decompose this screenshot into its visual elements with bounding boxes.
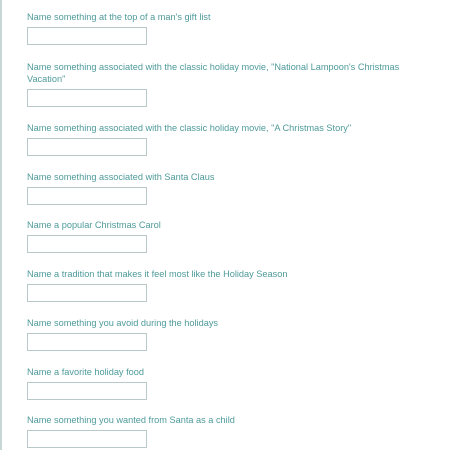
question-3-input[interactable] — [27, 138, 147, 156]
question-2 — [27, 61, 407, 107]
question-6-label: Name a tradition that makes it feel most like the Holiday Season — [27, 269, 288, 279]
question-3-label: Name something associated with the classic holiday movie, "A Christmas Story" — [27, 123, 352, 133]
question-6 — [27, 268, 407, 302]
question-5-input[interactable] — [27, 235, 147, 253]
question-7-input[interactable] — [27, 333, 147, 351]
question-8-label: Name a favorite holiday food — [27, 367, 144, 377]
question-5-label: Name a popular Christmas Carol — [27, 220, 161, 230]
question-7-label: Name something you avoid during the holidays — [27, 318, 219, 328]
question-1 — [27, 11, 407, 45]
question-8 — [27, 366, 407, 400]
question-2-label: Name something associated with the classic holiday movie, "National Lampoon's Christmas Vacation" — [27, 62, 400, 84]
question-2-input[interactable] — [27, 89, 147, 107]
question-8-input[interactable] — [27, 382, 147, 400]
question-4-input[interactable] — [27, 187, 147, 205]
question-4 — [27, 171, 407, 205]
question-7 — [27, 317, 407, 351]
left-border-line — [0, 0, 2, 450]
question-4-label: Name something associated with Santa Claus — [27, 172, 215, 182]
question-1-label: Name something at the top of a man's gift list — [27, 12, 211, 22]
question-9-label: Name something you wanted from Santa as a child — [27, 415, 235, 425]
question-6-input[interactable] — [27, 284, 147, 302]
question-9-input[interactable] — [27, 430, 147, 448]
question-3 — [27, 122, 407, 156]
question-5 — [27, 219, 407, 253]
question-9 — [27, 414, 407, 448]
question-1-input[interactable] — [27, 27, 147, 45]
